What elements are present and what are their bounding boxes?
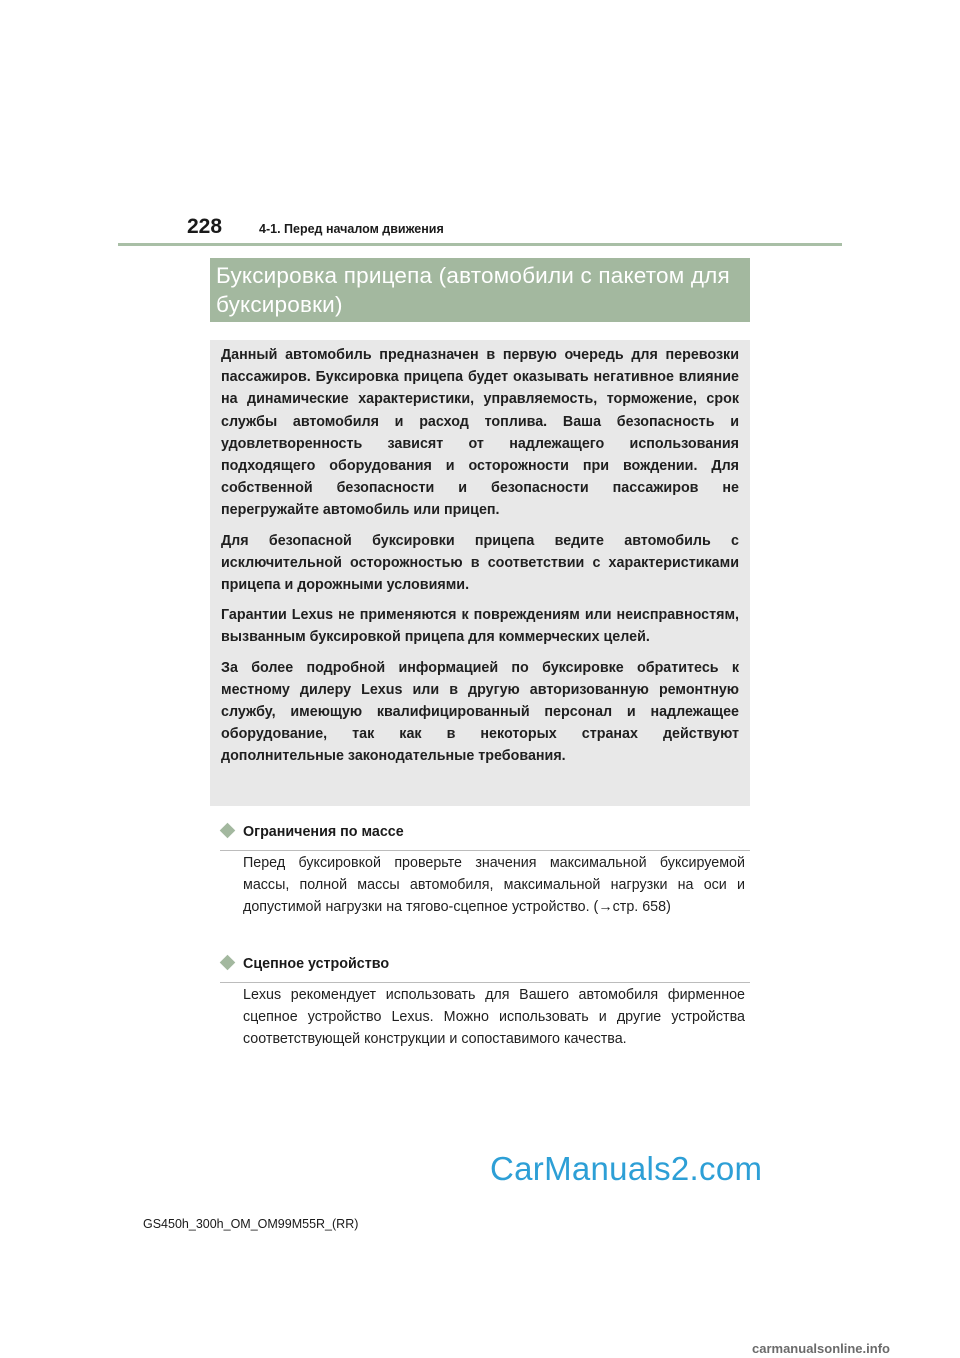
title-band bbox=[210, 258, 750, 322]
watermark-site[interactable]: carmanualsonline.info bbox=[752, 1341, 890, 1356]
section-label: 4-1. Перед началом движения bbox=[259, 222, 444, 236]
info-paragraph: Гарантии Lexus не применяются к повреждениям или неисправностям, вызванным буксировкой прицепа для коммерческих целей. bbox=[221, 607, 739, 646]
info-paragraph: Данный автомобиль предназначен в первую очередь для перевозки пассажиров. Буксировка прицепа будет оказывать негативное влияние на динамические характеристики, управляемость, торможение, срок службы автомобиля и расход топлива. Ваша безопасность и удовлетворенность зависят от надлежащего использования подходящего оборудования и осторожности при вождении. Для собственной безопасности и безопасности пассажиров не перегружайте автомобиль или прицеп. bbox=[221, 347, 739, 519]
section-body-text: Перед буксировкой проверьте значения максимальной буксируемой массы, полной массы автомобиля, максимальной нагрузки на оси и допустимой нагрузки на тягово-сцепное устройство. (→стр. 658) bbox=[243, 855, 745, 915]
subheading-title: Сцепное устройство bbox=[243, 956, 390, 972]
page-number: 228 bbox=[187, 215, 223, 238]
watermark-logo[interactable]: CarManuals2.com bbox=[490, 1150, 763, 1187]
document-code: GS450h_300h_OM_OM99M55R_(RR) bbox=[143, 1217, 359, 1231]
section-body-text: Lexus рекомендует использовать для Вашего автомобиля фирменное сцепное устройство Lexus. Можно использовать и другие устройства соответствующей конструкции и сопоставимого качества. bbox=[243, 987, 745, 1047]
info-paragraph: Для безопасной буксировки прицепа ведите автомобиль с исключительной осторожностью в соответствии с характеристиками прицепа и дорожными условиями. bbox=[221, 532, 739, 594]
subheading-hitch bbox=[220, 956, 750, 983]
subheading-weight-limits bbox=[220, 824, 750, 851]
info-box bbox=[210, 340, 750, 806]
info-paragraph: За более подробной информацией по буксировке обратитесь к местному дилеру Lexus или в другую авторизованную ремонтную службу, имеющую квалифицированный персонал и надлежащее оборудование, так как в некоторых странах действуют дополнительные законодательные требования. bbox=[221, 659, 739, 765]
diamond-bullet-icon bbox=[220, 955, 236, 971]
diamond-bullet-icon bbox=[220, 823, 236, 839]
page-title: Буксировка прицепа (автомобили с пакетом для буксировки) bbox=[216, 263, 730, 317]
header-rule bbox=[118, 243, 842, 246]
subheading-title: Ограничения по массе bbox=[243, 824, 404, 840]
